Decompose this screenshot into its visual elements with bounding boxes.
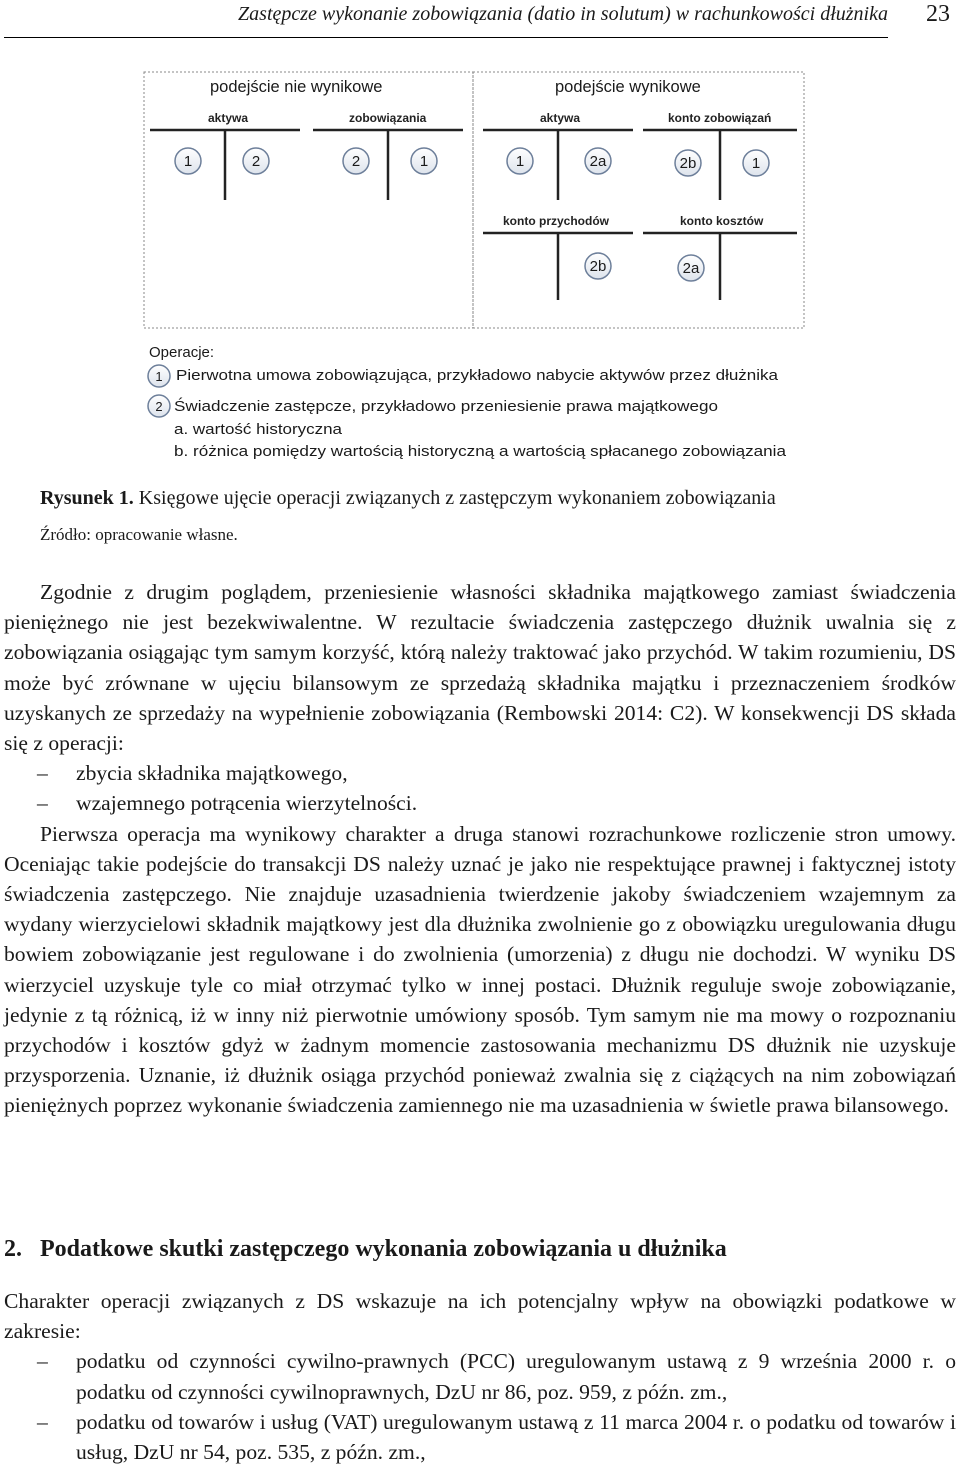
accounting-figure bbox=[0, 0, 960, 470]
list-item: – zbycia składnika majątkowego, bbox=[4, 758, 956, 788]
list-item: – podatku od czynności cywilno-prawnych (PCC) uregulowanym ustawą z 9 września 2000 r. o podatku od czynności cywilnoprawnych, DzU nr 86, poz. 959, z późn. zm., bbox=[4, 1346, 956, 1406]
paragraph: Pierwsza operacja ma wynikowy charakter a druga stanowi rozrachunkowe rozliczenie stron umowy. Oceniając takie podejście do transakcji DS należy uznać je jako nie respektujące prawnej i faktycznej istoty świadczenia zastępczego. Nie znajduje uzasadnienia twierdzenie jakoby świadczeniem wzajemnym za wydany wierzycielowi składnik majątkowy jest dla dłużnika zwolnienie go z obowiązku uregulowania długu bowiem zobowiązanie jest regulowane i do zwolnienia (umorzenia) z długu nie dochodzi. W wyniku DS wierzyciel uzyskuje tyle co miał otrzymać tylko w innej postaci. Dłużnik reguluje swoje zobowiązanie, jedynie z tą różnicą, iż w inny niż pierwotnie umówiony sposób. Tym samym nie ma mowy o rozpoznaniu przychodów i kosztów gdyż w żadnym momencie zastosowania mechanizmu DS dłużnik nie uzyskuje przysporzenia. Uznanie, iż dłużnik osiąga przychód ponieważ zwalnia się z ciążących na nim zobowiązań pieniężnych poprzez wykonanie świadczenia zamiennego nie ma uzasadnienia w świetle prawa bilansowego. bbox=[4, 821, 956, 1118]
right-panel-title: podejście wynikowe bbox=[555, 78, 701, 96]
running-header-title: Zastępcze wykonanie zobowiązania (datio in solutum) w rachunkowości dłużnika bbox=[238, 3, 888, 25]
paragraph: Zgodnie z drugim poglądem, przeniesienie własności składnika majątkowego zamiast świadczenia pieniężnego nie jest bezekwiwalentne. W rezultacie świadczenia zastępczego dłużnik uwalnia się z zobowiązania osiągając tym samym korzyść, którą należy traktować jako przychód. W takim rozumieniu, DS może być zrównane w ujęciu bilansowym ze sprzedażą składnika majątku i przeznaczeniem środków uzyskanych ze sprzedaży na wypełnienie zobowiązania (Rembowski 2014: C2). W konsekwencji DS składa się z operacji: bbox=[4, 580, 956, 756]
t-account-label: zobowiązania bbox=[349, 111, 427, 125]
section-heading bbox=[4, 1236, 727, 1263]
section-number: 2. bbox=[4, 1236, 22, 1262]
figure-caption-label: Rysunek 1. bbox=[40, 487, 134, 509]
figure-caption-text: Księgowe ujęcie operacji związanych z zastępczym wykonaniem zobowiązania bbox=[138, 487, 776, 509]
page-number: 23 bbox=[926, 1, 950, 27]
figure-caption bbox=[40, 487, 776, 510]
t-account-label: aktywa bbox=[540, 111, 581, 125]
entry-label: 1 bbox=[183, 153, 193, 170]
legend-item-text: Pierwotna umowa zobowiązująca, przykładowo nabycie aktywów przez dłużnika bbox=[176, 367, 779, 384]
t-account-label: konto przychodów bbox=[503, 214, 609, 228]
body-text bbox=[4, 577, 956, 1121]
legend-title: Operacje: bbox=[149, 344, 215, 361]
legend-item-text: Świadczenie zastępcze, przykładowo przeniesienie prawa majątkowego bbox=[174, 398, 652, 415]
figure-source: Źródło: opracowanie własne. bbox=[40, 525, 238, 544]
list-item: – podatku od towarów i usług (VAT) uregulowanym ustawą z 11 marca 2004 r. o podatku od towarów i usług, DzU nr 54, poz. 535, z późn. zm., bbox=[4, 1407, 956, 1467]
dash-list bbox=[4, 1346, 956, 1467]
entry-label: 2a bbox=[589, 153, 607, 170]
dash-list bbox=[4, 758, 956, 818]
t-account-label: konto kosztów bbox=[680, 214, 764, 228]
t-account-label: aktywa bbox=[208, 111, 249, 125]
legend-marker-label: 2 bbox=[155, 399, 163, 414]
section-body bbox=[4, 1286, 956, 1467]
legend-subitem: b. różnica pomiędzy wartością historyczną a wartością spłacanego zobowiązania bbox=[174, 443, 787, 460]
entry-label: 2b bbox=[679, 155, 697, 172]
legend-subitem: a. wartość historyczna bbox=[174, 421, 343, 438]
t-account-label: konto zobowiązań bbox=[668, 111, 772, 125]
entry-label: 2 bbox=[251, 153, 261, 170]
section-title: Podatkowe skutki zastępczego wykonania zobowiązania u dłużnika bbox=[40, 1236, 727, 1262]
entry-label: 1 bbox=[515, 153, 525, 170]
entry-label: 2b bbox=[589, 258, 607, 275]
entry-label: 2 bbox=[351, 153, 361, 170]
entry-label: 1 bbox=[419, 153, 429, 170]
list-item: – wzajemnego potrącenia wierzytelności. bbox=[4, 788, 956, 818]
legend-marker-label: 1 bbox=[155, 369, 163, 384]
entry-label: 2a bbox=[682, 260, 700, 277]
left-panel-title: podejście nie wynikowe bbox=[210, 78, 383, 96]
entry-label: 1 bbox=[751, 155, 761, 172]
paragraph: Charakter operacji związanych z DS wskazuje na ich potencjalny wpływ na obowiązki podatkowe w zakresie: bbox=[4, 1289, 956, 1344]
